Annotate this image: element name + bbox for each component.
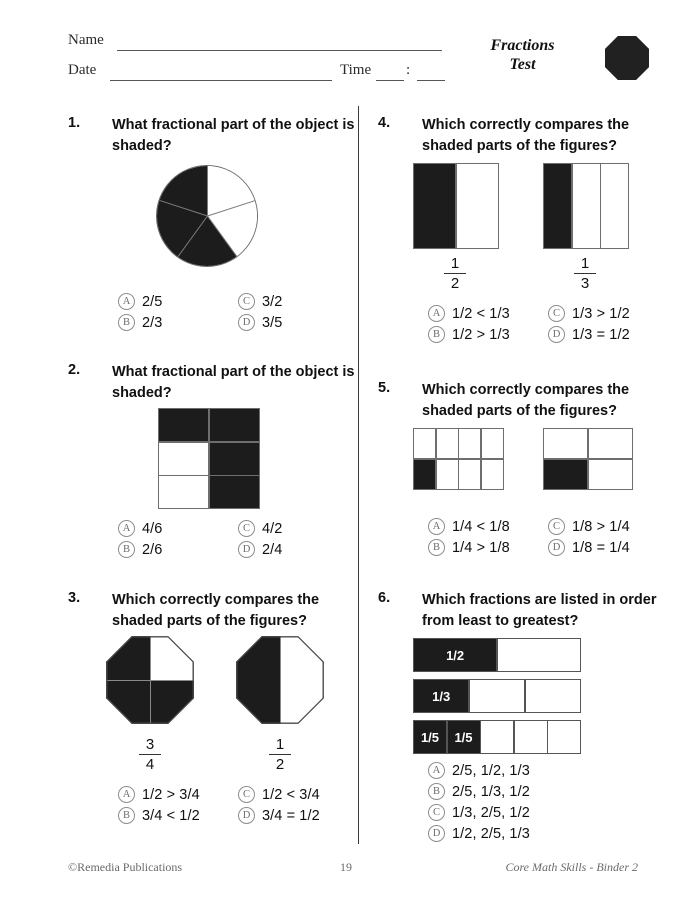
fraction-bar [574, 273, 596, 274]
option-letter-d: D [548, 326, 565, 343]
question-6-option-a[interactable] [428, 762, 530, 779]
name-write-line[interactable] [117, 50, 442, 51]
fraction-bar-cell [481, 721, 513, 753]
grid-cell [544, 429, 587, 458]
grid-cell [414, 429, 435, 458]
question-3-prompt: Which correctly compares the shaded parts of the figures? [112, 592, 320, 629]
question-2-prompt: What fractional part of the object is shaded? [112, 364, 355, 401]
fraction-bar-cell: 1/5 [448, 721, 480, 753]
option-letter-c: C [238, 786, 255, 803]
fraction-bar-cell [498, 639, 580, 671]
option-letter-c: C [238, 293, 255, 310]
option-letter-a: A [428, 762, 445, 779]
question-4-figure-right-bar [543, 163, 629, 249]
grid-cell [159, 443, 208, 475]
option-text-c: 4/2 [262, 520, 283, 537]
option-text-b: 2/3 [142, 314, 163, 331]
footer-book-title: Core Math Skills - Binder 2 [505, 860, 638, 874]
question-4-option-b[interactable] [428, 326, 510, 343]
grid-cell [414, 460, 435, 489]
page-title-line2: Test [509, 56, 536, 73]
question-2-option-c[interactable] [238, 520, 282, 537]
question-3-option-b[interactable] [118, 807, 200, 824]
option-letter-b: B [428, 326, 445, 343]
time-label: Time [340, 62, 372, 78]
question-6-bar-fifths [413, 720, 581, 754]
question-4-number: 4. [378, 115, 391, 131]
page-title-line1: Fractions [490, 37, 555, 54]
question-6-prompt: Which fractions are listed in order from least to greatest? [422, 592, 657, 629]
fraction-denominator: 2 [275, 756, 285, 773]
grid-cell [589, 460, 632, 489]
fraction-denominator: 3 [580, 275, 590, 292]
octagon-half-left [236, 636, 280, 724]
question-4-left-fraction [435, 255, 475, 292]
octagon-quadrant-bl [106, 680, 150, 724]
option-letter-d: D [238, 807, 255, 824]
option-letter-c: C [548, 518, 565, 535]
grid-cell [437, 460, 458, 489]
option-text-c: 1/2 < 3/4 [262, 786, 320, 803]
grid-cell [482, 429, 503, 458]
fraction-bar-cell [548, 721, 580, 753]
question-2-figure-grid [158, 408, 260, 509]
question-3-right-fraction [260, 736, 300, 773]
option-letter-d: D [238, 541, 255, 558]
option-text-b: 2/5, 1/3, 1/2 [452, 783, 530, 800]
fraction-denominator: 4 [145, 756, 155, 773]
date-write-line[interactable] [110, 80, 332, 81]
option-text-a: 2/5, 1/2, 1/3 [452, 762, 530, 779]
question-1-option-c[interactable] [238, 293, 282, 310]
question-6-number: 6. [378, 590, 391, 606]
option-letter-a: A [118, 520, 135, 537]
question-4-option-d[interactable] [548, 326, 630, 343]
option-letter-a: A [428, 518, 445, 535]
grid-cell [459, 429, 480, 458]
question-4-right-fraction [565, 255, 605, 292]
question-1-option-a[interactable] [118, 293, 162, 310]
worksheet-footer [0, 860, 700, 878]
bar-cell [544, 164, 571, 248]
fraction-denominator: 2 [450, 275, 460, 292]
question-6-option-d[interactable] [428, 825, 530, 842]
time-colon: : [406, 62, 411, 78]
octagon-quadrant-tr [150, 636, 194, 680]
option-letter-d: D [238, 314, 255, 331]
option-text-a: 1/4 < 1/8 [452, 518, 510, 535]
page-title [455, 36, 590, 74]
question-3-figure-left-octagon [106, 636, 194, 724]
question-1-figure-pie [156, 165, 258, 267]
name-label: Name [68, 32, 104, 48]
grid-cell [159, 476, 208, 508]
footer-copyright: ©Remedia Publications [68, 860, 183, 874]
option-letter-b: B [428, 539, 445, 556]
grid-cell [210, 476, 259, 508]
question-1-option-d[interactable] [238, 314, 282, 331]
option-letter-c: C [238, 520, 255, 537]
option-text-c: 1/8 > 1/4 [572, 518, 630, 535]
option-letter-a: A [428, 305, 445, 322]
question-3-option-a[interactable] [118, 786, 200, 803]
option-letter-c: C [428, 804, 445, 821]
fraction-bar [444, 273, 466, 274]
fraction-numerator: 1 [450, 255, 460, 272]
question-6-bar-thirds [413, 679, 581, 713]
option-letter-b: B [118, 541, 135, 558]
grid-cell [459, 460, 480, 489]
question-5-number: 5. [378, 380, 391, 396]
grid-cell [210, 443, 259, 475]
option-text-c: 3/2 [262, 293, 283, 310]
grid-cell [589, 429, 632, 458]
fraction-bar-cell: 1/5 [414, 721, 446, 753]
question-5-option-b[interactable] [428, 539, 510, 556]
fraction-bar [269, 754, 291, 755]
option-letter-b: B [118, 314, 135, 331]
bar-cell [573, 164, 600, 248]
question-2-number: 2. [68, 362, 81, 378]
fraction-bar [139, 754, 161, 755]
pie-spoke-1 [207, 166, 208, 216]
bar-cell [601, 164, 628, 248]
option-text-d: 1/8 = 1/4 [572, 539, 630, 556]
question-3-number: 3. [68, 590, 81, 606]
date-label: Date [68, 62, 97, 78]
time-minutes-write-line[interactable] [417, 80, 445, 81]
option-text-b: 3/4 < 1/2 [142, 807, 200, 824]
question-3-figure-right-octagon [236, 636, 324, 724]
question-6-option-c[interactable] [428, 804, 530, 821]
question-3-option-c[interactable] [238, 786, 320, 803]
option-letter-a: A [118, 293, 135, 310]
option-letter-b: B [428, 783, 445, 800]
option-text-d: 3/4 = 1/2 [262, 807, 320, 824]
grid-cell [437, 429, 458, 458]
option-letter-a: A [118, 786, 135, 803]
fraction-bar-cell [526, 680, 580, 712]
question-6-bar-halves [413, 638, 581, 672]
option-text-c: 1/3, 2/5, 1/2 [452, 804, 530, 821]
question-2-option-b[interactable] [118, 541, 162, 558]
option-text-a: 1/2 < 1/3 [452, 305, 510, 322]
fraction-numerator: 1 [580, 255, 590, 272]
option-text-b: 1/2 > 1/3 [452, 326, 510, 343]
octagon-divider-vertical [280, 636, 281, 724]
option-text-a: 1/2 > 3/4 [142, 786, 200, 803]
question-5-prompt: Which correctly compares the shaded parts of the figures? [422, 382, 630, 419]
option-text-d: 2/4 [262, 541, 283, 558]
question-3-option-d[interactable] [238, 807, 320, 824]
question-4-figure-left-bar [413, 163, 499, 249]
footer-page-number: 19 [340, 860, 352, 874]
question-4-prompt: Which correctly compares the shaded parts of the figures? [422, 117, 630, 154]
question-2-option-a[interactable] [118, 520, 162, 537]
bar-cell [457, 164, 498, 248]
question-1-number: 1. [68, 115, 81, 131]
octagon-divider-horizontal [106, 680, 194, 681]
fraction-bar-cell: 1/2 [414, 639, 496, 671]
fraction-bar-cell: 1/3 [414, 680, 468, 712]
column-divider [358, 106, 359, 844]
worksheet-header [0, 0, 700, 100]
fraction-bar-cell [470, 680, 524, 712]
option-text-c: 1/3 > 1/2 [572, 305, 630, 322]
question-5-figure-right-grid [543, 428, 633, 490]
fraction-bar-cell [515, 721, 547, 753]
option-letter-c: C [548, 305, 565, 322]
question-1-option-b[interactable] [118, 314, 162, 331]
option-letter-d: D [548, 539, 565, 556]
question-5-figure-left-grid [413, 428, 504, 490]
option-text-d: 3/5 [262, 314, 283, 331]
option-text-d: 1/2, 2/5, 1/3 [452, 825, 530, 842]
grid-cell [159, 409, 208, 441]
option-text-b: 2/6 [142, 541, 163, 558]
question-4-option-c[interactable] [548, 305, 630, 322]
grid-cell [482, 460, 503, 489]
question-1-prompt: What fractional part of the object is shaded? [112, 117, 355, 154]
octagon-quadrant-br [150, 680, 194, 724]
question-4-option-a[interactable] [428, 305, 510, 322]
grid-cell [210, 409, 259, 441]
option-letter-d: D [428, 825, 445, 842]
option-text-a: 4/6 [142, 520, 163, 537]
fraction-numerator: 1 [275, 736, 285, 753]
grid-cell [544, 460, 587, 489]
octagon-quadrant-tl [106, 636, 150, 680]
option-text-b: 1/4 > 1/8 [452, 539, 510, 556]
time-hours-write-line[interactable] [376, 80, 404, 81]
question-2-option-d[interactable] [238, 541, 282, 558]
option-text-a: 2/5 [142, 293, 163, 310]
fraction-numerator: 3 [145, 736, 155, 753]
octagon-half-right [280, 636, 324, 724]
question-6-option-b[interactable] [428, 783, 530, 800]
octagon-logo-icon [605, 36, 649, 80]
question-5-option-d[interactable] [548, 539, 630, 556]
option-text-d: 1/3 = 1/2 [572, 326, 630, 343]
question-5-option-c[interactable] [548, 518, 630, 535]
option-letter-b: B [118, 807, 135, 824]
bar-cell [414, 164, 455, 248]
question-3-left-fraction [130, 736, 170, 773]
question-5-option-a[interactable] [428, 518, 510, 535]
